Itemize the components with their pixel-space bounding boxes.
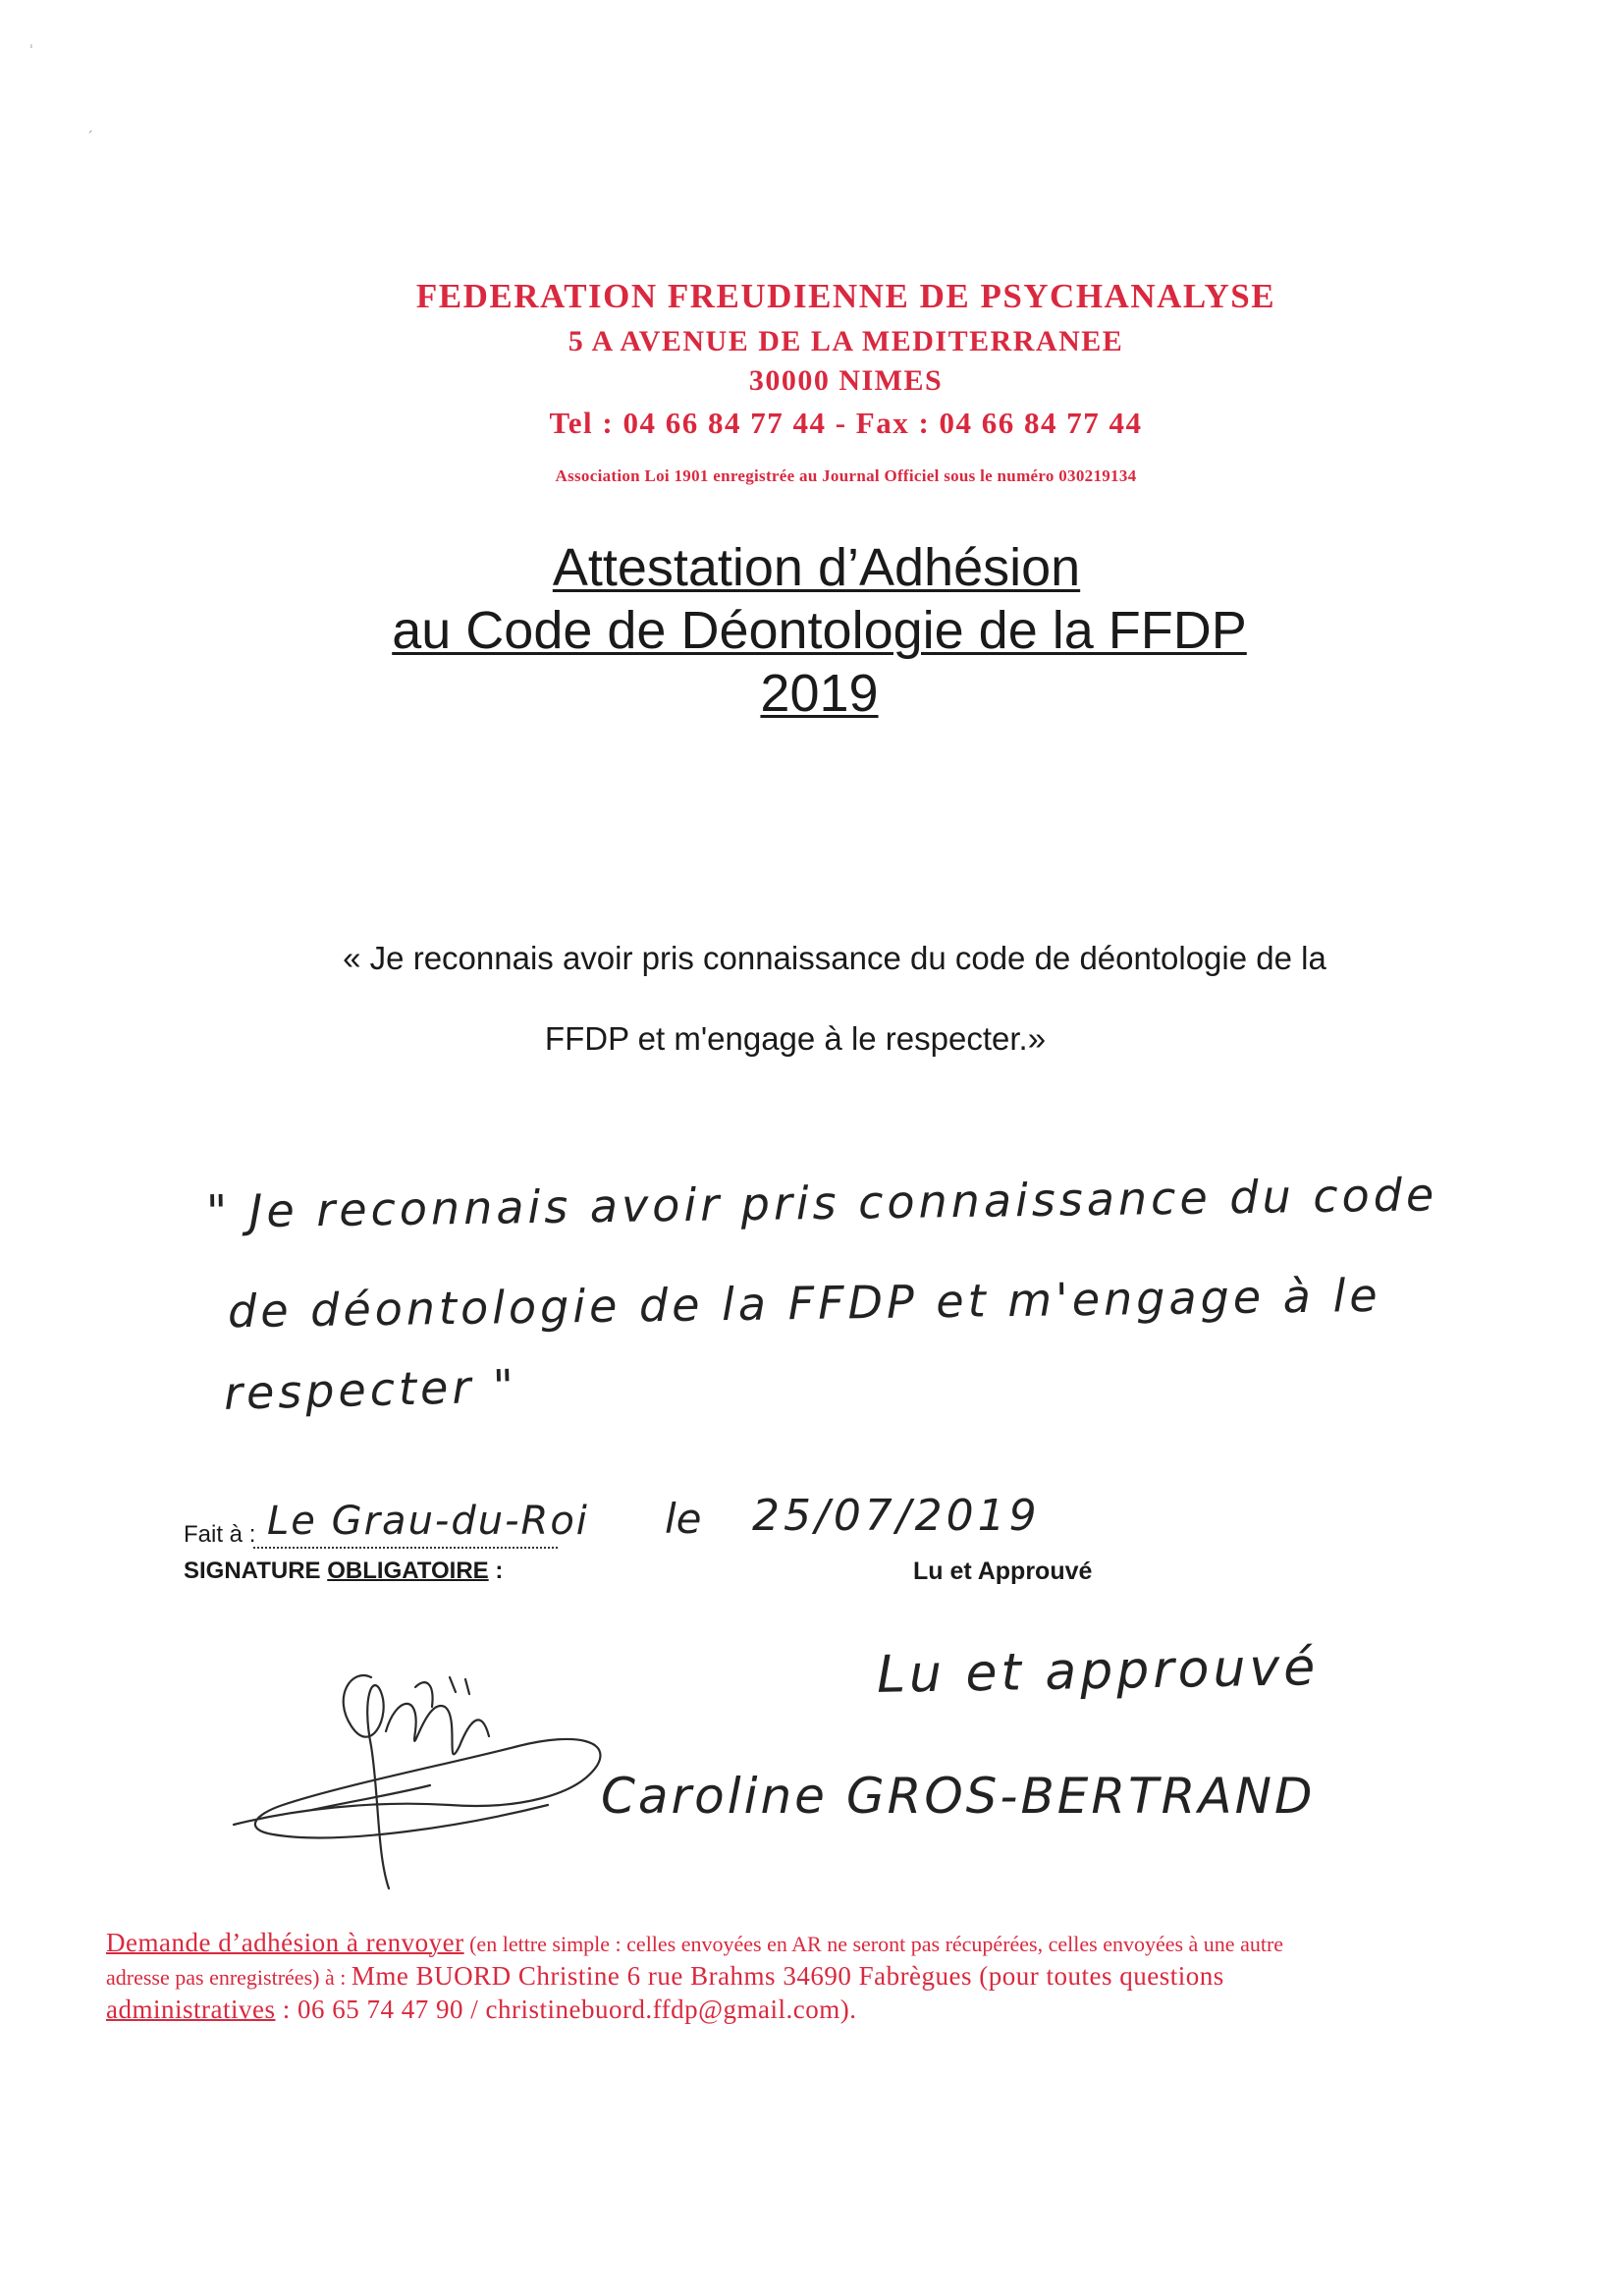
return-instructions bbox=[106, 1927, 1520, 2027]
handwritten-le: le bbox=[665, 1495, 702, 1543]
handwritten-signature bbox=[224, 1638, 626, 1893]
title-year: 2019 bbox=[760, 664, 879, 723]
statement-line-2: FFDP et m'engage à le respecter.» bbox=[544, 1020, 1047, 1057]
printed-statement bbox=[236, 939, 1394, 1059]
handwritten-statement-line-2: de déontologie de la FFDP et m'engage à le bbox=[227, 1268, 1381, 1339]
organization-name: FEDERATION FREUDIENNE DE PSYCHANALYSE bbox=[415, 277, 1276, 315]
association-registration: Association Loi 1901 enregistrée au Journal Officiel sous le numéro 030219134 bbox=[555, 466, 1137, 485]
letterhead bbox=[0, 271, 1623, 487]
return-instructions-part-1: (en lettre simple : celles envoyées en AR ne seront pas récupérées, celles envoyées à une autre bbox=[463, 1932, 1284, 1956]
administratives-word: administratives bbox=[106, 1995, 276, 2024]
title-line-1: Attestation d’Adhésion bbox=[552, 538, 1081, 597]
return-instructions-part-2: adresse pas enregistrées) à : bbox=[106, 1965, 352, 1990]
fait-label: Fait à : bbox=[184, 1521, 256, 1548]
handwritten-statement-line-3: respecter " bbox=[223, 1359, 518, 1420]
signature-label bbox=[184, 1558, 503, 1585]
organization-address: 5 A AVENUE DE LA MEDITERRANEE bbox=[568, 325, 1124, 357]
scan-speck: ˈ bbox=[29, 43, 33, 59]
title-line-2: au Code de Déontologie de la FFDP bbox=[392, 601, 1247, 660]
statement-line-1: « Je reconnais avoir pris connaissance du code de déontologie de la bbox=[343, 940, 1326, 976]
organization-contact: Tel : 04 66 84 77 44 - Fax : 04 66 84 77 44 bbox=[549, 406, 1143, 440]
return-instructions-lead: Demande d’adhésion à renvoyer bbox=[106, 1928, 464, 1957]
signature-label-underlined: OBLIGATOIRE bbox=[327, 1558, 489, 1584]
handwritten-date: 25/07/2019 bbox=[752, 1491, 1041, 1541]
document-title bbox=[0, 536, 1623, 725]
handwritten-place: Le Grau-du-Roi bbox=[267, 1499, 589, 1544]
handwritten-statement-line-1: " Je reconnais avoir pris connaissance du code bbox=[205, 1168, 1438, 1238]
handwritten-signer-name: Caroline GROS-BERTRAND bbox=[601, 1768, 1316, 1825]
return-contact: : 06 65 74 47 90 / christinebuord.ffdp@gmail.com). bbox=[275, 1995, 857, 2024]
signature-label-suffix: : bbox=[488, 1558, 504, 1584]
handwritten-lu-et-approuve: Lu et approuvé bbox=[876, 1638, 1320, 1705]
scan-speck: ˏ bbox=[86, 118, 93, 134]
signature-label-prefix: SIGNATURE bbox=[184, 1558, 328, 1584]
lu-et-approuve-label: Lu et Approuvé bbox=[913, 1558, 1093, 1585]
organization-city: 30000 NIMES bbox=[748, 364, 944, 397]
return-recipient: Mme BUORD Christine 6 rue Brahms 34690 Fabrègues (pour toutes questions bbox=[351, 1961, 1224, 1991]
